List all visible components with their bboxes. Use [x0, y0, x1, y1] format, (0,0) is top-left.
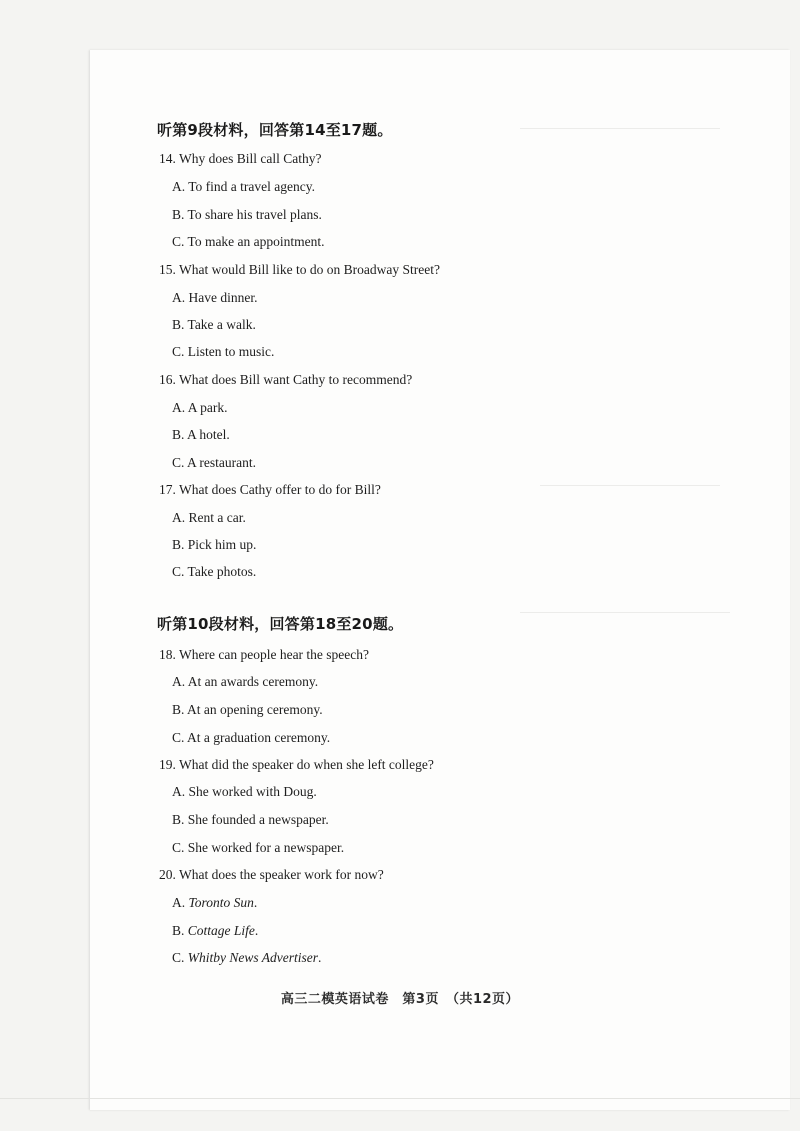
option-16-a: A. A park.	[172, 400, 228, 415]
publication-title: Cottage Life	[187, 923, 255, 938]
question-15: 15. What would Bill like to do on Broadway Street?	[159, 262, 440, 277]
option-letter: A.	[172, 895, 189, 910]
question-20: 20. What does the speaker work for now?	[159, 867, 384, 882]
question-14: 14. Why does Bill call Cathy?	[159, 151, 322, 166]
option-20-a	[172, 895, 257, 911]
option-19-c: C. She worked for a newspaper.	[172, 840, 345, 855]
question-19: 19. What did the speaker do when she left college?	[159, 757, 434, 772]
question-16: 16. What does Bill want Cathy to recommend?	[159, 372, 413, 387]
option-14-c: C. To make an appointment.	[172, 234, 325, 249]
option-16-b: B. A hotel.	[172, 427, 230, 442]
option-letter: C.	[172, 950, 188, 965]
option-17-b: B. Pick him up.	[172, 537, 257, 552]
publication-title: Whitby News Advertiser	[187, 950, 318, 965]
section-heading: 听第10段材料，回答第18至20题。	[157, 615, 404, 633]
option-17-c: C. Take photos.	[172, 564, 257, 579]
section-heading: 听第9段材料，回答第14至17题。	[157, 121, 393, 139]
option-end: .	[254, 923, 259, 938]
option-15-c: C. Listen to music.	[172, 344, 275, 359]
option-20-b	[172, 923, 258, 939]
option-17-a: A. Rent a car.	[172, 510, 246, 525]
option-18-a: A. At an awards ceremony.	[172, 674, 319, 689]
option-end: .	[253, 895, 258, 910]
question-17: 17. What does Cathy offer to do for Bill?	[159, 482, 381, 497]
option-20-c	[172, 950, 321, 966]
publication-title: Toronto Sun	[188, 895, 254, 910]
option-18-c: C. At a graduation ceremony.	[172, 730, 331, 745]
option-18-b: B. At an opening ceremony.	[172, 702, 323, 717]
option-19-b: B. She founded a newspaper.	[172, 812, 329, 827]
question-18: 18. Where can people hear the speech?	[159, 647, 370, 662]
option-15-a: A. Have dinner.	[172, 290, 258, 305]
option-15-b: B. Take a walk.	[172, 317, 256, 332]
option-letter: B.	[172, 923, 188, 938]
option-14-a: A. To find a travel agency.	[172, 179, 316, 194]
option-end: .	[318, 950, 322, 965]
option-14-b: B. To share his travel plans.	[172, 207, 322, 222]
option-16-c: C. A restaurant.	[172, 455, 256, 470]
option-19-a: A. She worked with Doug.	[172, 784, 317, 799]
page-footer: 高三二模英语试卷 第3页 （共12页）	[280, 992, 520, 1007]
